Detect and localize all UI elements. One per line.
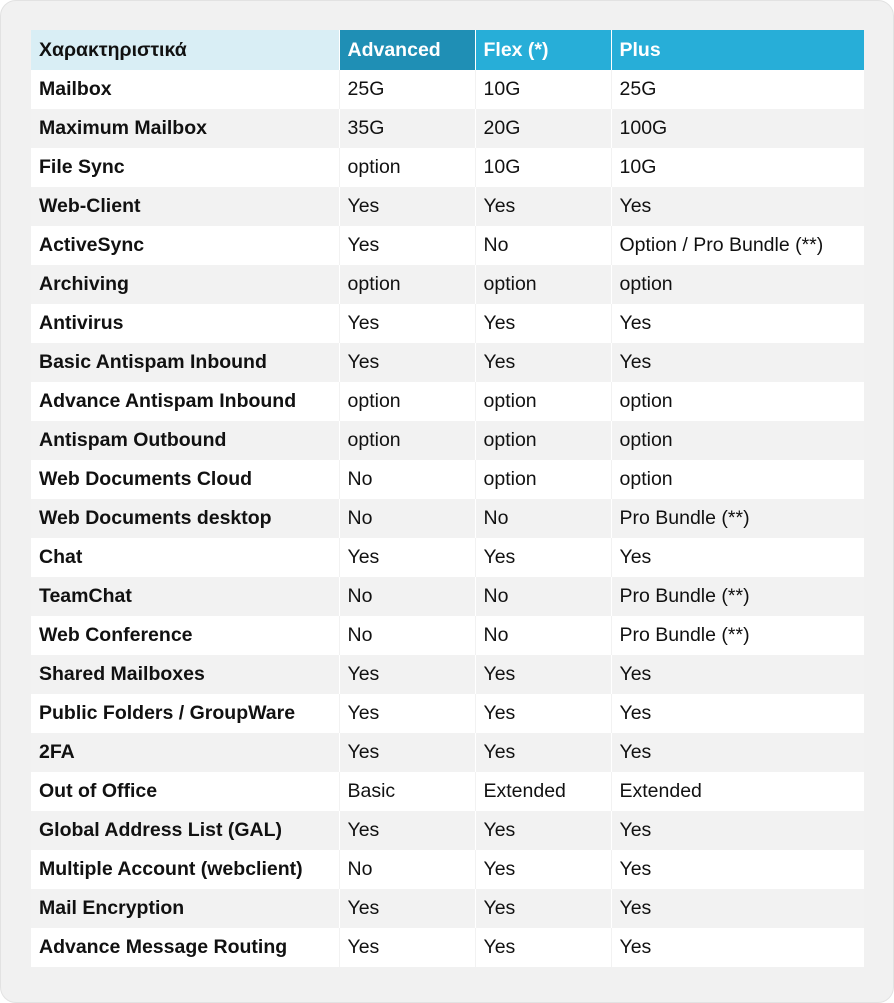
feature-name: Antivirus: [31, 304, 339, 343]
header-row: [31, 30, 864, 70]
table-row: [31, 382, 864, 421]
feature-name: 2FA: [31, 733, 339, 772]
feature-name: TeamChat: [31, 577, 339, 616]
plus-value: Pro Bundle (**): [611, 499, 864, 538]
flex-value: No: [475, 577, 611, 616]
plus-value: Yes: [611, 187, 864, 226]
flex-value: option: [475, 382, 611, 421]
table-row: [31, 733, 864, 772]
plus-value: Yes: [611, 343, 864, 382]
flex-value: Yes: [475, 343, 611, 382]
plus-value: Extended: [611, 772, 864, 811]
feature-name: Advance Antispam Inbound: [31, 382, 339, 421]
feature-name: File Sync: [31, 148, 339, 187]
plus-value: 10G: [611, 148, 864, 187]
flex-value: Yes: [475, 304, 611, 343]
plus-value: 100G: [611, 109, 864, 148]
advanced-value: Yes: [339, 538, 475, 577]
flex-value: Yes: [475, 187, 611, 226]
table-row: [31, 577, 864, 616]
table-row: [31, 265, 864, 304]
plus-value: option: [611, 382, 864, 421]
table-row: [31, 655, 864, 694]
advanced-value: Yes: [339, 811, 475, 850]
header-advanced: Advanced: [339, 30, 475, 70]
advanced-value: option: [339, 382, 475, 421]
table-row: [31, 343, 864, 382]
table-row: [31, 460, 864, 499]
feature-name: Advance Message Routing: [31, 928, 339, 967]
table-row: [31, 70, 864, 109]
header-flex: Flex (*): [475, 30, 611, 70]
advanced-value: 25G: [339, 70, 475, 109]
feature-name: Web-Client: [31, 187, 339, 226]
table-row: [31, 850, 864, 889]
table-row: [31, 421, 864, 460]
advanced-value: Yes: [339, 889, 475, 928]
plus-value: option: [611, 421, 864, 460]
plus-value: Yes: [611, 889, 864, 928]
flex-value: Yes: [475, 733, 611, 772]
feature-comparison-table: [31, 30, 864, 967]
feature-name: Global Address List (GAL): [31, 811, 339, 850]
flex-value: Yes: [475, 850, 611, 889]
advanced-value: No: [339, 577, 475, 616]
advanced-value: Yes: [339, 733, 475, 772]
advanced-value: No: [339, 616, 475, 655]
advanced-value: option: [339, 265, 475, 304]
plus-value: 25G: [611, 70, 864, 109]
flex-value: Extended: [475, 772, 611, 811]
feature-name: Archiving: [31, 265, 339, 304]
advanced-value: No: [339, 499, 475, 538]
table-row: [31, 148, 864, 187]
feature-name: Basic Antispam Inbound: [31, 343, 339, 382]
advanced-value: option: [339, 421, 475, 460]
feature-name: ActiveSync: [31, 226, 339, 265]
table-row: [31, 889, 864, 928]
advanced-value: option: [339, 148, 475, 187]
plus-value: Pro Bundle (**): [611, 577, 864, 616]
table-row: [31, 928, 864, 967]
flex-value: 10G: [475, 70, 611, 109]
flex-value: No: [475, 616, 611, 655]
flex-value: No: [475, 499, 611, 538]
feature-name: Web Documents desktop: [31, 499, 339, 538]
advanced-value: Basic: [339, 772, 475, 811]
plus-value: Yes: [611, 538, 864, 577]
advanced-value: No: [339, 850, 475, 889]
feature-name: Multiple Account (webclient): [31, 850, 339, 889]
advanced-value: 35G: [339, 109, 475, 148]
flex-value: option: [475, 460, 611, 499]
feature-name: Chat: [31, 538, 339, 577]
advanced-value: Yes: [339, 343, 475, 382]
flex-value: Yes: [475, 694, 611, 733]
flex-value: Yes: [475, 655, 611, 694]
table-row: [31, 694, 864, 733]
table-row: [31, 109, 864, 148]
plus-value: option: [611, 460, 864, 499]
flex-value: 10G: [475, 148, 611, 187]
plus-value: Yes: [611, 850, 864, 889]
plus-value: Yes: [611, 304, 864, 343]
advanced-value: Yes: [339, 304, 475, 343]
table-row: [31, 304, 864, 343]
advanced-value: Yes: [339, 655, 475, 694]
flex-value: option: [475, 421, 611, 460]
feature-name: Shared Mailboxes: [31, 655, 339, 694]
flex-value: Yes: [475, 889, 611, 928]
plus-value: Yes: [611, 928, 864, 967]
feature-name: Mail Encryption: [31, 889, 339, 928]
plus-value: Yes: [611, 811, 864, 850]
flex-value: Yes: [475, 928, 611, 967]
table-row: [31, 187, 864, 226]
advanced-value: Yes: [339, 694, 475, 733]
plus-value: Option / Pro Bundle (**): [611, 226, 864, 265]
feature-name: Web Conference: [31, 616, 339, 655]
feature-name: Antispam Outbound: [31, 421, 339, 460]
table-row: [31, 226, 864, 265]
flex-value: 20G: [475, 109, 611, 148]
feature-name: Public Folders / GroupWare: [31, 694, 339, 733]
feature-name: Mailbox: [31, 70, 339, 109]
plus-value: Yes: [611, 733, 864, 772]
plus-value: option: [611, 265, 864, 304]
header-features: Χαρακτηριστικά: [31, 30, 339, 70]
plus-value: Pro Bundle (**): [611, 616, 864, 655]
advanced-value: Yes: [339, 928, 475, 967]
table-row: [31, 538, 864, 577]
plus-value: Yes: [611, 655, 864, 694]
feature-name: Out of Office: [31, 772, 339, 811]
advanced-value: Yes: [339, 187, 475, 226]
flex-value: option: [475, 265, 611, 304]
table-row: [31, 499, 864, 538]
table-row: [31, 772, 864, 811]
table-row: [31, 616, 864, 655]
feature-name: Web Documents Cloud: [31, 460, 339, 499]
flex-value: Yes: [475, 811, 611, 850]
feature-name: Maximum Mailbox: [31, 109, 339, 148]
header-plus: Plus: [611, 30, 864, 70]
advanced-value: Yes: [339, 226, 475, 265]
advanced-value: No: [339, 460, 475, 499]
table-row: [31, 811, 864, 850]
flex-value: No: [475, 226, 611, 265]
plus-value: Yes: [611, 694, 864, 733]
flex-value: Yes: [475, 538, 611, 577]
